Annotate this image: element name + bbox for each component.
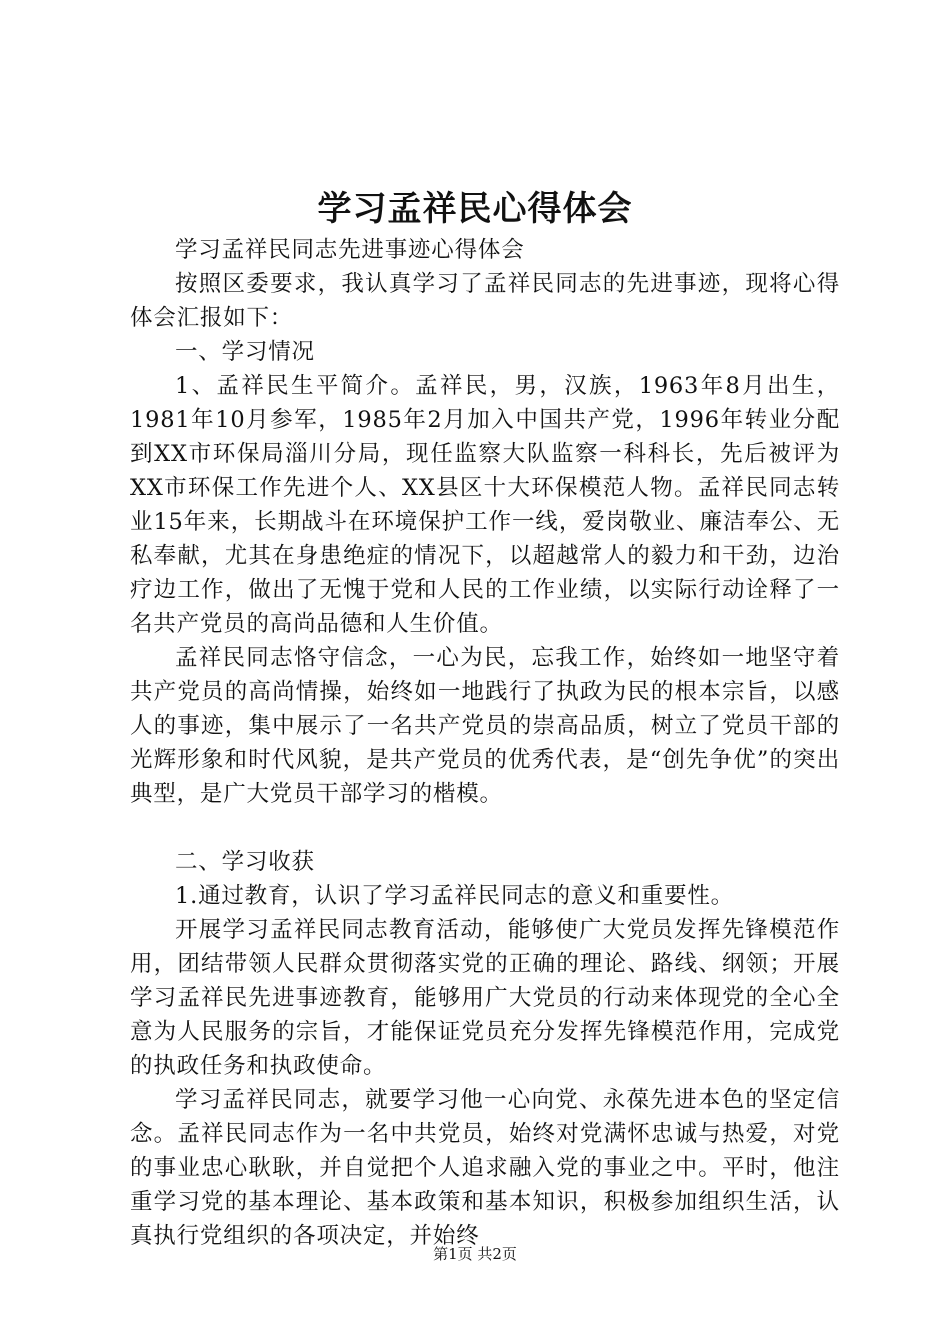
document-body — [130, 233, 840, 1253]
body-paragraph: 学习孟祥民同志，就要学习他一心向党、永葆先进本色的坚定信念。孟祥民同志作为一名中共党员，始终对党满怀忠诚与热爱，对党的事业忠心耿耿，并自觉把个人追求融入党的事业之中。平时，他注重学习党的基本理论、基本政策和基本知识，积极参加组织生活，认真执行党组织的各项决定，并始终 — [130, 1087, 840, 1249]
intro-paragraph: 按照区委要求，我认真学习了孟祥民同志的先进事迹，现将心得体会汇报如下： — [130, 271, 840, 331]
body-paragraph: 孟祥民同志恪守信念，一心为民，忘我工作，始终如一地坚守着共产党员的高尚情操，始终如一地践行了执政为民的根本宗旨，以感人的事迹，集中展示了一名共产党员的崇高品质，树立了党员干部的光辉形象和时代风貌，是共产党员的优秀代表，是“创先争优”的突出典型，是广大党员干部学习的楷模。 — [130, 645, 840, 807]
section-heading-2: 二、学习收获 — [175, 849, 315, 875]
subtitle-paragraph: 学习孟祥民同志先进事迹心得体会 — [175, 237, 525, 263]
document-title: 学习孟祥民心得体会 — [317, 189, 633, 229]
sub-heading: 1.通过教育，认识了学习孟祥民同志的意义和重要性。 — [175, 883, 734, 909]
body-paragraph: 1、孟祥民生平简介。孟祥民，男，汉族，1963年8月出生，1981年10月参军，1985年2月加入中国共产党，1996年转业分配到XX市环保局淄川分局，现任监察大队监察一科科长，先后被评为XX市环保工作先进个人、XX县区十大环保模范人物。孟祥民同志转业15年来，长期战斗在环境保护工作一线，爱岗敬业、廉洁奉公、无私奉献，尤其在身患绝症的情况下，以超越常人的毅力和干劲，边治疗边工作，做出了无愧于党和人民的工作业绩，以实际行动诠释了一名共产党员的高尚品德和人生价值。 — [130, 373, 840, 637]
body-paragraph: 开展学习孟祥民同志教育活动，能够使广大党员发挥先锋模范作用，团结带领人民群众贯彻落实党的正确的理论、路线、纲领；开展学习孟祥民先进事迹教育，能够用广大党员的行动来体现党的全心全意为人民服务的宗旨，才能保证党员充分发挥先锋模范作用，完成党的执政任务和执政使命。 — [130, 917, 840, 1079]
page-footer: 第1页 共2页 — [433, 1245, 517, 1263]
section-heading-1: 一、学习情况 — [175, 339, 315, 365]
